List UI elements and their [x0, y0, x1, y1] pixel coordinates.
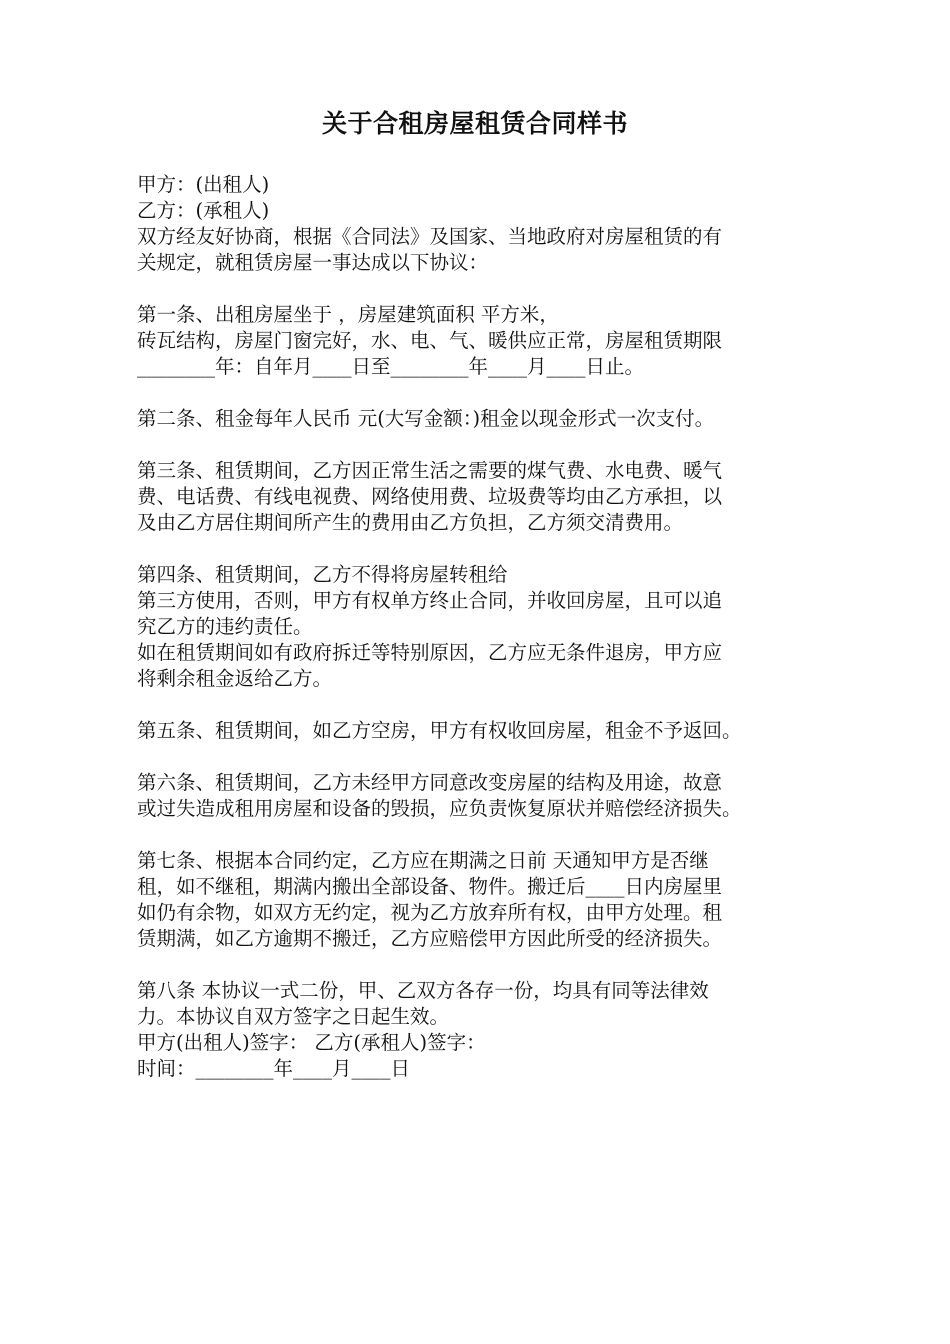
blank-line [137, 536, 827, 562]
blank-line [137, 276, 827, 302]
text-line: 关规定，就租赁房屋一事达成以下协议： [137, 251, 489, 274]
text-line: 及由乙方居住期间所产生的费用由乙方负担，乙方须交清费用。 [137, 511, 684, 534]
blank-line [137, 692, 827, 718]
document-title: 关于合租房屋租赁合同样书 [321, 109, 628, 138]
text-line: 第三方使用，否则，甲方有权单方终止合同，并收回房屋，且可以追 [137, 589, 723, 612]
text-line: 如在租赁期间如有政府拆迁等特别原因，乙方应无条件退房，甲方应 [137, 641, 723, 664]
text-line: 第二条、租金每年人民币 元(大写金额：)租金以现金形式一次支付。 [137, 407, 715, 430]
blank-line [137, 822, 827, 848]
text-line: 第七条、根据本合同约定，乙方应在期满之日前 天通知甲方是否继 [137, 849, 709, 872]
text-line: 双方经友好协商，根据《合同法》及国家、当地政府对房屋租赁的有 [137, 225, 723, 248]
document-body [137, 172, 827, 1082]
blank-line [137, 432, 827, 458]
text-line: 第四条、租赁期间，乙方不得将房屋转租给 [137, 563, 508, 586]
text-line: 乙方：(承租人) [137, 199, 270, 222]
text-line: 第三条、租赁期间，乙方因正常生活之需要的煤气费、水电费、暖气 [137, 459, 723, 482]
text-line: 赁期满，如乙方逾期不搬迁，乙方应赔偿甲方因此所受的经济损失。 [137, 927, 723, 950]
text-line: 力。本协议自双方签字之日起生效。 [137, 1005, 450, 1028]
text-line: 如仍有余物，如双方无约定，视为乙方放弃所有权，由甲方处理。租 [137, 901, 723, 924]
text-line: 第一条、出租房屋坐于 ，房屋建筑面积 平方米， [137, 303, 559, 326]
text-line: 甲方：(出租人) [137, 173, 270, 196]
blank-line [137, 744, 827, 770]
blank-line [137, 380, 827, 406]
text-line: 第五条、租赁期间，如乙方空房，甲方有权收回房屋，租金不予返回。 [137, 719, 742, 742]
text-line: ________年：自年月____日至________年____月____日止。 [137, 355, 645, 378]
text-line: 第八条 本协议一式二份，甲、乙双方各存一份，均具有同等法律效 [137, 979, 709, 1002]
text-line: 时间：________年____月____日 [137, 1057, 411, 1080]
blank-line [137, 952, 827, 978]
text-line: 将剩余租金返给乙方。 [137, 667, 333, 690]
text-line: 甲方(出租人)签字： 乙方(承租人)签字： [137, 1031, 486, 1054]
text-line: 究乙方的违约责任。 [137, 615, 313, 638]
text-line: 或过失造成租用房屋和设备的毁损，应负责恢复原状并赔偿经济损失。 [137, 797, 742, 820]
text-line: 费、电话费、有线电视费、网络使用费、垃圾费等均由乙方承担，以 [137, 485, 723, 508]
text-line: 第六条、租赁期间，乙方未经甲方同意改变房屋的结构及用途，故意 [137, 771, 723, 794]
text-line: 租，如不继租，期满内搬出全部设备、物件。搬迁后____日内房屋里 [137, 875, 723, 898]
text-line: 砖瓦结构，房屋门窗完好，水、电、气、暖供应正常，房屋租赁期限 [137, 329, 723, 352]
